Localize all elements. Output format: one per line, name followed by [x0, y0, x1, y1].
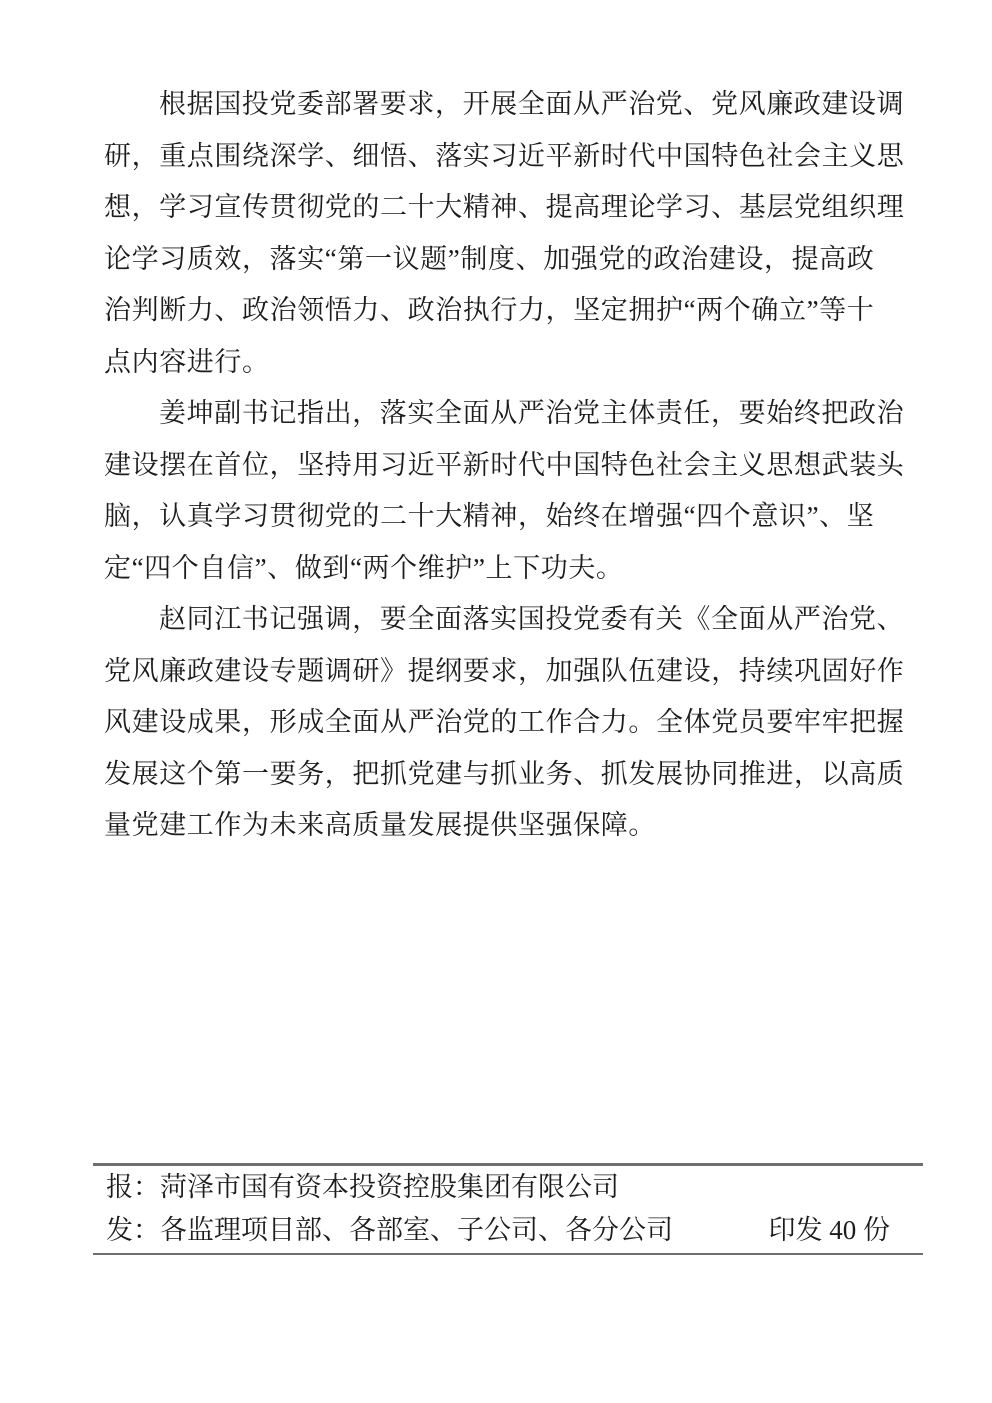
body-line: 党风廉政建设专题调研》提纲要求，加强队伍建设，持续巩固好作 [104, 655, 905, 686]
body-line: 想，学习宣传贯彻党的二十大精神、提高理论学习、基层党组织理 [104, 192, 905, 222]
paragraph [104, 388, 904, 594]
distribution-row [93, 1209, 923, 1253]
paragraph [104, 79, 904, 388]
body-line: 治判断力、政治领悟力、政治执行力，坚定拥护“两个确立”等十 [104, 295, 875, 325]
print-count: 印发 40 份 [768, 1215, 890, 1245]
body-line: 脑，认真学习贯彻党的二十大精神，始终在增强“四个意识”、坚 [104, 501, 875, 531]
footer-bottom-rule [93, 1253, 923, 1256]
document-body [104, 79, 904, 852]
body-line: 论学习质效，落实“第一议题”制度、加强党的政治建设，提高政 [104, 243, 875, 274]
body-line: 根据国投党委部署要求，开展全面从严治党、党风廉政建设调 [159, 89, 905, 119]
body-line: 定“四个自信”、做到“两个维护”上下功夫。 [104, 552, 624, 583]
body-line: 姜坤副书记指出，落实全面从严治党主体责任，要始终把政治 [159, 398, 905, 428]
paragraph [104, 594, 904, 852]
document-footer [93, 1163, 923, 1255]
body-line: 研，重点围绕深学、细悟、落实习近平新时代中国特色社会主义思 [104, 140, 905, 171]
report-line: 报：菏泽市国有资本投资控股集团有限公司 [106, 1171, 619, 1202]
distribution-line: 发：各监理项目部、各部室、子公司、各分公司 [106, 1215, 673, 1245]
body-line: 发展这个第一要务，把抓党建与抓业务、抓发展协同推进，以高质 [104, 758, 905, 789]
body-line: 量党建工作为未来高质量发展提供坚强保障。 [104, 810, 656, 840]
body-line: 建设摆在首位，坚持用习近平新时代中国特色社会主义思想武装头 [104, 449, 905, 480]
body-line: 赵同江书记强调，要全面落实国投党委有关《全面从严治党、 [159, 604, 905, 634]
body-line: 点内容进行。 [104, 346, 270, 377]
body-line: 风建设成果，形成全面从严治党的工作合力。全体党员要牢牢把握 [104, 707, 905, 737]
